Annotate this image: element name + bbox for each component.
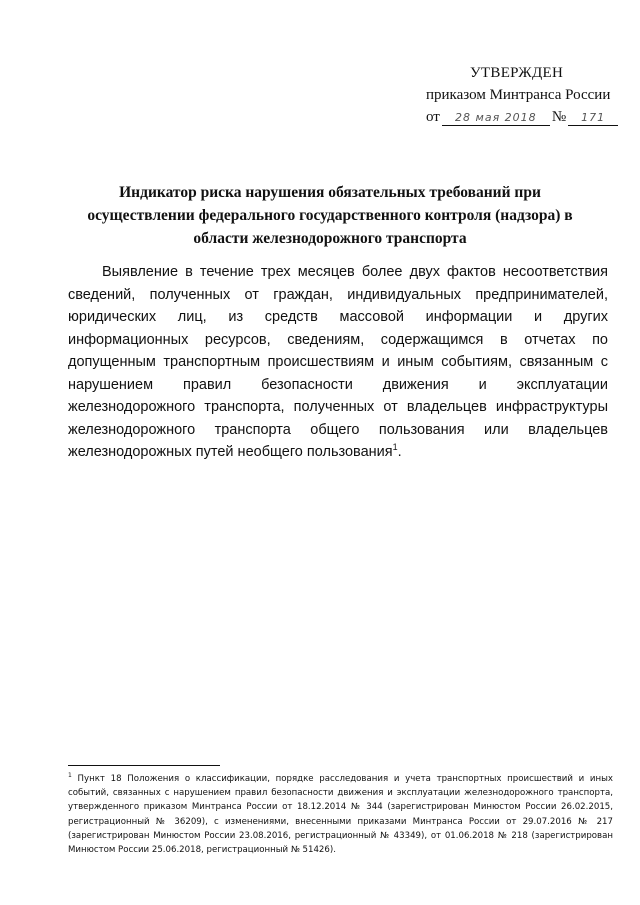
body-paragraph (68, 261, 608, 464)
approval-status: УТВЕРЖДЕН (470, 65, 564, 81)
body-text: Выявление в течение трех месяцев более двух фактов несоответствия сведений, полученных от граждан, индивидуальных предпринимателей, юридических лиц, из средств массовой информации и других информационных ресурсов, сведениям, содержащимся в отчетах по допущенным транспортным происшествиям и иным событиям, связанным с нарушением правил безопасности движения и эксплуатации железнодорожного транспорта, полученных от владельцев инфраструктуры железнодорожного транспорта общего пользования или владельцев железнодорожных путей необщего пользования (68, 264, 608, 460)
approval-stamp (420, 62, 620, 128)
footnote-reference: 1 (392, 442, 398, 453)
handwritten-date: 28 мая 2018 (442, 111, 550, 126)
handwritten-number: 171 (568, 111, 618, 126)
footnote (68, 772, 613, 857)
approval-date-line (420, 106, 620, 128)
approval-order: приказом Минтранса России (426, 87, 611, 103)
footnote-separator (68, 765, 220, 766)
footnote-mark: 1 (68, 772, 72, 780)
date-prefix: от (426, 109, 440, 125)
footnote-text: Пункт 18 Положения о классификации, порядке расследования и учета транспортных происшествий и иных событий, связанных с нарушением правил безопасности движения и эксплуатации железнодорожного транспорта, утвержденного приказом Минтранса России от 18.12.2014 № 344 (зарегистрирован Минюстом России 26.02.2015, регистрационный № 36209), с изменениями, внесенными приказами Минтранса России от 29.07.2016 № 217 (зарегистрирован Минюстом России 23.08.2016, регистрационный № 43349), от 01.06.2018 № 218 (зарегистрирован Минюстом России 25.06.2018, регистрационный № 51426). (68, 774, 614, 856)
document-title: Индикатор риска нарушения обязательных требований при осуществлении федерального государственного контроля (надзора) в области железнодорожного транспорта (87, 184, 573, 247)
number-sign: № (551, 109, 567, 125)
body-end-punctuation: . (397, 444, 402, 460)
